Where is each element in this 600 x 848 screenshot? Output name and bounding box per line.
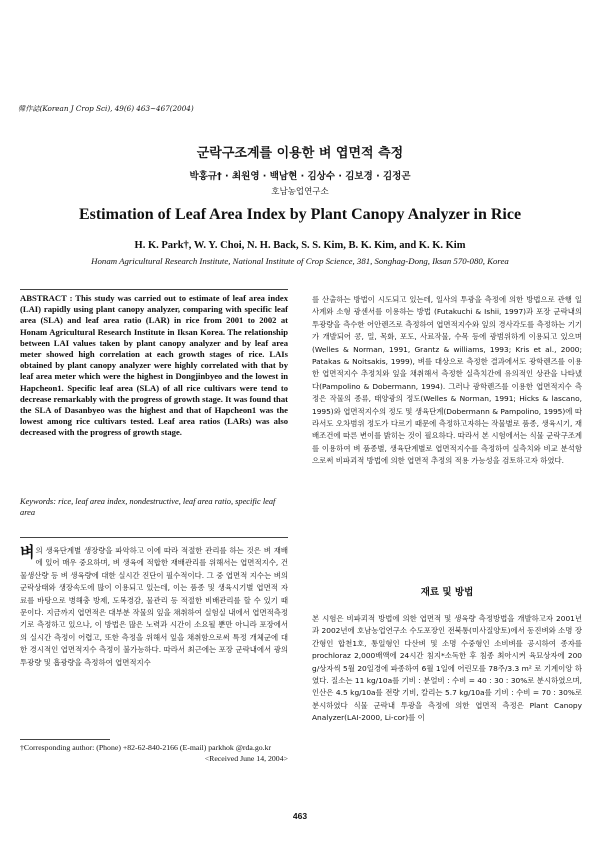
received-date: <Received June 14, 2004> [204,753,288,763]
introduction-text: 의 생육단계별 생장량을 파악하고 이에 따라 적절한 관리를 하는 것은 벼 재배에 있어 매우 중요하며, 벼 생육에 적합한 재배관리를 위해서는 엽면적지수, 건물생산량 등 벼 생육량에 대한 실시간 진단이 필수적이다. 그 중 엽면적 지수는 벼의 군락상태와 생장속도에 많이 이용되고 있는데, 이는 품종 및 생육시기별 엽면적 자료를 바탕으로 병해충 방제, 도복경감, 물관리 등 적절한 비배관리를 할 수 있기 때문이다. 지금까지 엽면적은 대부분 작물의 잎을 채취하여 실험실 내에서 엽면적측정기로 측정하고 있으나, 이 방법은 많은 노력과 시간이 소요될 뿐만 아니라 포장에서의 실시간 측정이 어렵고, 또한 측정을 위해서 잎을 채취함으로써 특정 개체군에 대한 경시적인 엽면적지수 측정이 불가능하다. 따라서 최근에는 포장 군락내에서 광의 투광량 및 흡광량을 측정하여 엽면적지수 [20,546,288,667]
abstract: ABSTRACT : This study was carried out to estimate of leaf area index (LAI) rapidly using plant canopy analyzer, comparing with specific leaf area (SLA) and leaf area ratio (LAR) in rice from 2001 to 2002 at Honam Agricultural Research Institute in Iksan Korea. The relationship between LAI values taken by plant canopy analyzer and by leaf area meter showed high correlation at each growth stages of rice. LAIs obtained by plant canopy analyzer were highly correlated with that by leaf area meter which were the highest in Dongjinbyeo and the lowest in Hapcheon1. Specific leaf area (SLA) of all rice cultivars were tend to decrease remarkably with the progress of growth stage. It was found that the SLA of Dasanbyeo was the highest and that of Hapcheon1 was the lowest among rice cultivars tested. Leaf area ratios (LARs) was also decreased with the progress of growth stage. [20,293,288,438]
footnote-rule [20,739,110,740]
footnote [20,743,288,764]
abstract-bottom-rule [20,537,288,538]
intro-continued-paragraph: 를 산출하는 방법이 시도되고 있는데, 일사의 투광을 측정에 의한 방법으로 관행 일사계와 소형 광센서를 이용하는 방법 (Futakuchi & Ishii, 1997)과 포장 군락내의 투광량을 측수한 어안렌즈로 측정하여 엽면적지수와 잎의 경사각도를 측정하는 기기가 개발되어 콩, 밀, 목화, 포도, 사료작물, 수목 등에 광범위하게 이용되고 있으며(Welles & Norman, 1991, Grantz & williams, 1993; Kris et al., 2000; Patakas & Noitsakis, 1999), 벼를 대상으로 측정한 결과에서도 광학렌즈를 이용한 엽면적지수 추정치와 잎을 채취해서 측정한 실측치간에 유의적인 상관을 나타냈다(Pampolino & Dobermann, 1994). 그러나 광학렌즈를 이용한 엽면적지수 측정은 작물의 종류, 태양광의 정도(Welles & Norman, 1991; Hicks & lascano, 1995)와 엽면적지수의 정도 및 생육단계(Dobermann & Pampolino, 1995)에 따라서도 오차범위 정도가 다르기 때문에 측정하고자하는 작물별로 품종, 생육시기, 재배조건에 따른 변이를 밝히는 것이 필요하다. 따라서 본 시험에서는 식물 군락구조계를 이용하여 벼 품종별, 생육단계별로 엽면적지수를 측정하여 실측치와 비교 분석함으로써 비파괴적 방법에 의한 엽면적 추정의 적용 가능성을 검토하고자 하였다. [312,295,582,466]
english-institute: Honam Agricultural Research Institute, National Institute of Crop Science, 381, Songhag-Dong, Iksan 570-080, Korea [91,256,509,266]
introduction-paragraph [20,545,288,669]
corresponding-author: †Corresponding author: (Phone) +82-62-840-2166 (E-mail) parkhok @rda.go.kr [20,743,272,752]
english-authors: H. K. Park†, W. Y. Choi, N. H. Back, S. S. Kim, B. K. Kim, and K. K. Kim [134,240,466,251]
drop-cap: 벼 [20,543,35,561]
english-title: Estimation of Leaf Area Index by Plant Canopy Analyzer in Rice [78,206,522,223]
keywords: Keywords: rice, leaf area index, nondestructive, leaf area ratio, specific leaf area [20,497,276,517]
korean-title: 군락구조계를 이용한 벼 엽면적 측정 [196,146,404,161]
page-number: 463 [292,811,308,821]
materials-methods-paragraph: 본 시험은 비파괴적 방법에 의한 엽면적 및 생육량 측정방법을 개발하고자 2001년과 2002년에 호남농업연구소 수도포장인 전북통(미사질양토)에서 동진벼와 소명 장간형인 합천1호, 통일형인 다산벼 및 소명 수중형인 소비벼를 공시하여 종자를 prochloraz 2,000배액에 24시간 침지*소독한 후 침종 최아시켜 육묘상자에 200 g/상자씩 5월 20일경에 파종하여 6월 1일에 어린모를 78주/3.3 m² 로 기계이앙 하였다. 질소는 11 kg/10a를 기비 : 분얼비 : 수비 = 40 : 30 : 30%로 분시하였으며, 인산은 4.5 kg/10a를 전량 기비, 칼리는 5.7 kg/10a를 기비 : 수비 = 70 : 30%로 분시하였다 식물 군락내 투광을 측정에 의한 엽면적 측정은 Plant Canopy Analyzer(LAI-2000, Li-cor)를 이 [312,614,582,723]
korean-institute: 호남농업연구소 [271,187,329,197]
section-heading-materials-methods: 재료 및 방법 [420,587,474,598]
journal-reference: 韓作誌(Korean J Crop Sci), 49(6) 463~467(2004) [18,104,194,113]
abstract-top-rule [20,289,288,290]
korean-authors: 박홍규† · 최원영 · 백남현 · 김상수 · 김보경 · 김정곤 [189,171,411,182]
